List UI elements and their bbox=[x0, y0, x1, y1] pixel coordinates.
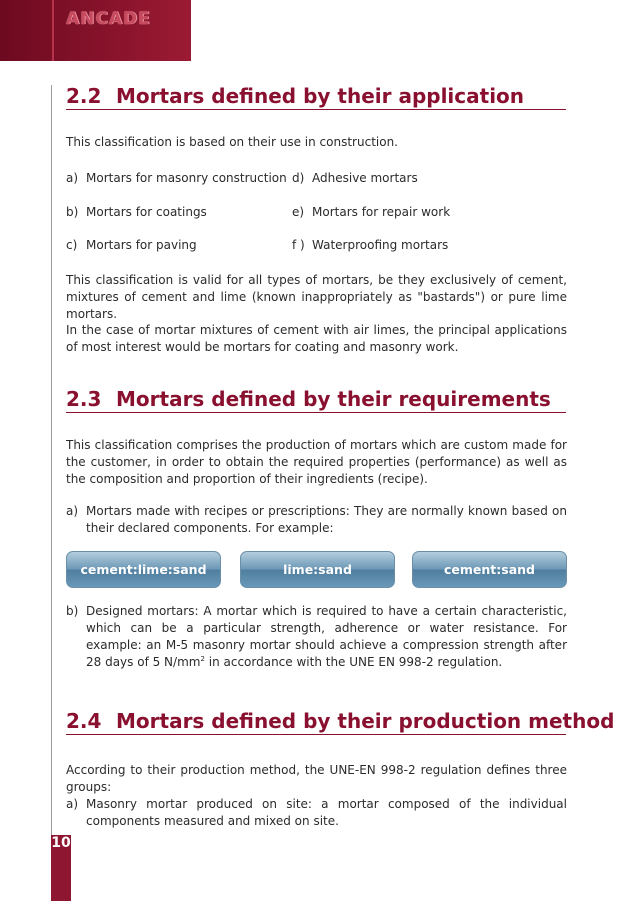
list-text: Masonry mortar produced on site: a mortar composed of the individual components measured and mixed on site. bbox=[86, 797, 567, 828]
paragraph: This classification is valid for all types of mortars, be they exclusively of cement, mixtures of cement and lime (known inappropriately as "bastards") or pure lime mortars. bbox=[66, 273, 567, 321]
list-item bbox=[66, 204, 207, 221]
list-item bbox=[292, 237, 448, 254]
list-marker: e) bbox=[292, 205, 305, 219]
list-marker: b) bbox=[66, 205, 79, 219]
list-text bbox=[86, 603, 567, 671]
section-number: 2.4 bbox=[66, 709, 102, 733]
list-item bbox=[66, 503, 567, 537]
list-text: Adhesive mortars bbox=[312, 171, 418, 185]
list-item bbox=[292, 204, 450, 221]
list-text: Waterproofing mortars bbox=[312, 238, 449, 252]
section-intro: This classification comprises the production of mortars which are custom made for the customer, in order to obtain the required properties (performance) as well as the composition and proportion of their ingredients (recipe). bbox=[66, 438, 567, 486]
section-number: 2.3 bbox=[66, 387, 102, 411]
list-text: Mortars for paving bbox=[86, 238, 197, 252]
list-marker: a) bbox=[66, 171, 79, 185]
list-text: Mortars for coatings bbox=[86, 205, 207, 219]
section-intro: This classification is based on their use in construction. bbox=[66, 135, 398, 149]
list-text-part: Designed mortars: A mortar which is required to have a certain characteristic, which can be a particular strength, adherence or water resistance. For example: an M-5 masonry mortar should achieve a compression strength after 28 days of 5 N/mm bbox=[86, 604, 567, 669]
section-number: 2.2 bbox=[66, 84, 102, 108]
section-heading-2-2 bbox=[66, 84, 566, 110]
brand-rule bbox=[52, 0, 54, 61]
list-item bbox=[66, 796, 567, 830]
section-title: Mortars defined by their application bbox=[116, 84, 525, 108]
section-title: Mortars defined by their requirements bbox=[116, 387, 551, 411]
mix-badge: cement:lime:sand bbox=[66, 551, 221, 588]
paragraph: In the case of mortar mixtures of cement with air limes, the principal applications of most interest would be mortars for coating and masonry work. bbox=[66, 323, 567, 354]
list-text: Mortars made with recipes or prescriptions: They are normally known based on their declared components. For example: bbox=[86, 504, 567, 535]
list-marker: f ) bbox=[292, 238, 305, 252]
list-marker: c) bbox=[66, 238, 78, 252]
section-intro: According to their production method, the UNE-EN 998-2 regulation defines three groups: bbox=[66, 763, 567, 794]
list-marker: a) bbox=[66, 504, 79, 518]
superscript: 2 bbox=[200, 655, 205, 663]
list-text: Mortars for repair work bbox=[312, 205, 451, 219]
brand-logo: ANCADE bbox=[66, 9, 151, 29]
section-heading-2-4 bbox=[66, 709, 615, 735]
list-marker: d) bbox=[292, 171, 305, 185]
list-marker: b) bbox=[66, 604, 79, 618]
mix-badge: cement:sand bbox=[412, 551, 567, 588]
page-number: 10 bbox=[51, 835, 71, 851]
margin-rule bbox=[51, 85, 52, 837]
mix-badge: lime:sand bbox=[240, 551, 395, 588]
list-marker: a) bbox=[66, 797, 79, 811]
list-item bbox=[292, 170, 418, 187]
list-item bbox=[66, 603, 567, 671]
section-heading-2-3 bbox=[66, 387, 566, 413]
section-title: Mortars defined by their production method bbox=[116, 709, 615, 733]
list-item bbox=[66, 170, 287, 187]
list-text-part: in accordance with the UNE EN 998-2 regulation. bbox=[204, 655, 503, 669]
list-item bbox=[66, 237, 197, 254]
list-text: Mortars for masonry construction bbox=[86, 171, 287, 185]
